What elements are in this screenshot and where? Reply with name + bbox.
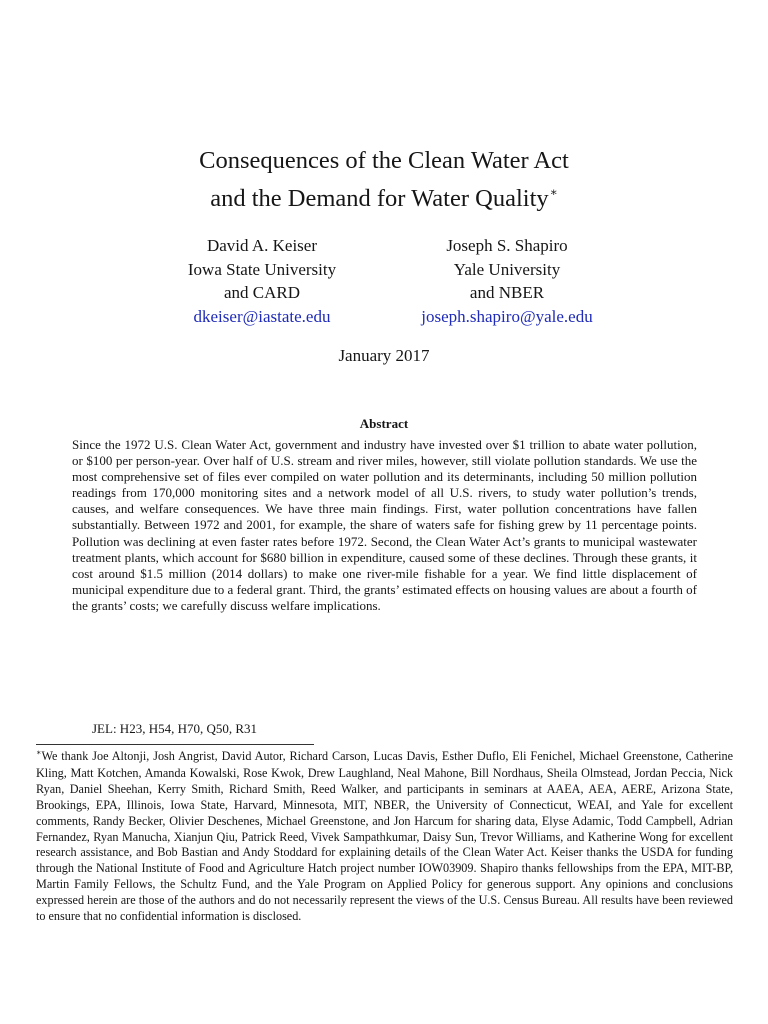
title-footnote-marker: ∗ (549, 185, 558, 199)
paper-title-line-2-text: and the Demand for Water Quality (210, 185, 549, 212)
author-email-link[interactable]: dkeiser@iastate.edu (193, 306, 331, 326)
footnote-divider (36, 744, 314, 745)
author-affiliation-secondary: and NBER (469, 283, 545, 302)
author-affiliation-secondary: and CARD (223, 283, 301, 302)
author-name: David A. Keiser (206, 236, 317, 255)
abstract-text: Since the 1972 U.S. Clean Water Act, government and industry have invested over $1 trillion to abate water pollution, or $100 per person-year. Over half of U.S. stream and river miles, however, still violate pollution standards. We use the most comprehensive set of files ever compiled on water pollution and its determinants, including 50 million pollution readings from 170,000 monitoring sites and a network model of all U.S. rivers, to study water pollution’s trends, causes, and welfare consequences. We have three main findings. First, water pollution concentrations have fallen substantially. Between 1972 and 2001, for example, the share of waters safe for fishing grew by 11 percentage points. Pollution was declining at even faster rates before 1972. Second, the Clean Water Act’s grants to municipal wastewater treatment plants, which account for $680 billion in expenditure, caused some of these declines. Through these grants, it cost around $1.5 million (2014 dollars) to make one river-mile fishable for a year. We find little displacement of municipal expenditure due to a federal grant. Third, the grants’ estimated effects on housing values are about a fourth of the grants’ costs; we carefully discuss welfare implications. (72, 437, 697, 613)
acknowledgements-footnote (36, 749, 733, 925)
author-name: Joseph S. Shapiro (446, 236, 568, 255)
footnote-marker: ∗ (36, 748, 42, 757)
abstract-heading: Abstract (359, 416, 409, 431)
author-block-shapiro (387, 234, 627, 328)
paper-title-line-1: Consequences of the Clean Water Act (199, 147, 569, 174)
publication-date: January 2017 (338, 346, 430, 365)
paper-title-line-2 (0, 184, 768, 217)
author-email-link[interactable]: joseph.shapiro@yale.edu (421, 306, 593, 326)
footnote-text: We thank Joe Altonji, Josh Angrist, David Autor, Richard Carson, Lucas Davis, Esther Duflo, Eli Fenichel, Michael Greenstone, Catherine Kling, Matt Kotchen, Amanda Kowalski, Rose Kwok, Drew Laughland, Neal Mahone, Bill Nordhaus, Sheila Olmstead, Jordan Peccia, Nick Ryan, Daniel Sheehan, Kerry Smith, Richard Smith, Reed Walker, and participants in seminars at AAEA, AEA, AERE, Arizona State, Brookings, EPA, Illinois, Iowa State, Harvard, Minnesota, MIT, NBER, the University of Connecticut, WEAI, and Yale for excellent comments, Randy Becker, Olivier Deschenes, Michael Greenstone, and Jon Harcum for sharing data, Elyse Adamic, Todd Campbell, Adrian Fernandez, Ryan Manucha, Xianjun Qiu, Patrick Reed, Vivek Sampathkumar, Daisy Sun, Trevor Williams, and Katherine Wong for excellent research assistance, and Bob Bastian and Andy Stoddard for explaining details of the Clean Water Act. Keiser thanks the USDA for funding through the National Institute of Food and Agriculture Hatch project number IOW03909. Shapiro thanks fellowships from the EPA, MIT-BP, Martin Family Fellows, the Schultz Fund, and the Yale Program on Applied Policy for generous support. Any opinions and conclusions expressed herein are those of the authors and do not necessarily represent the views of the U.S. Census Bureau. All results have been reviewed to ensure that no confidential information is disclosed. (36, 749, 733, 924)
author-affiliation: Yale University (453, 259, 561, 279)
jel-codes: JEL: H23, H54, H70, Q50, R31 (92, 721, 258, 736)
author-block-keiser (142, 234, 382, 328)
author-affiliation: Iowa State University (187, 259, 337, 279)
